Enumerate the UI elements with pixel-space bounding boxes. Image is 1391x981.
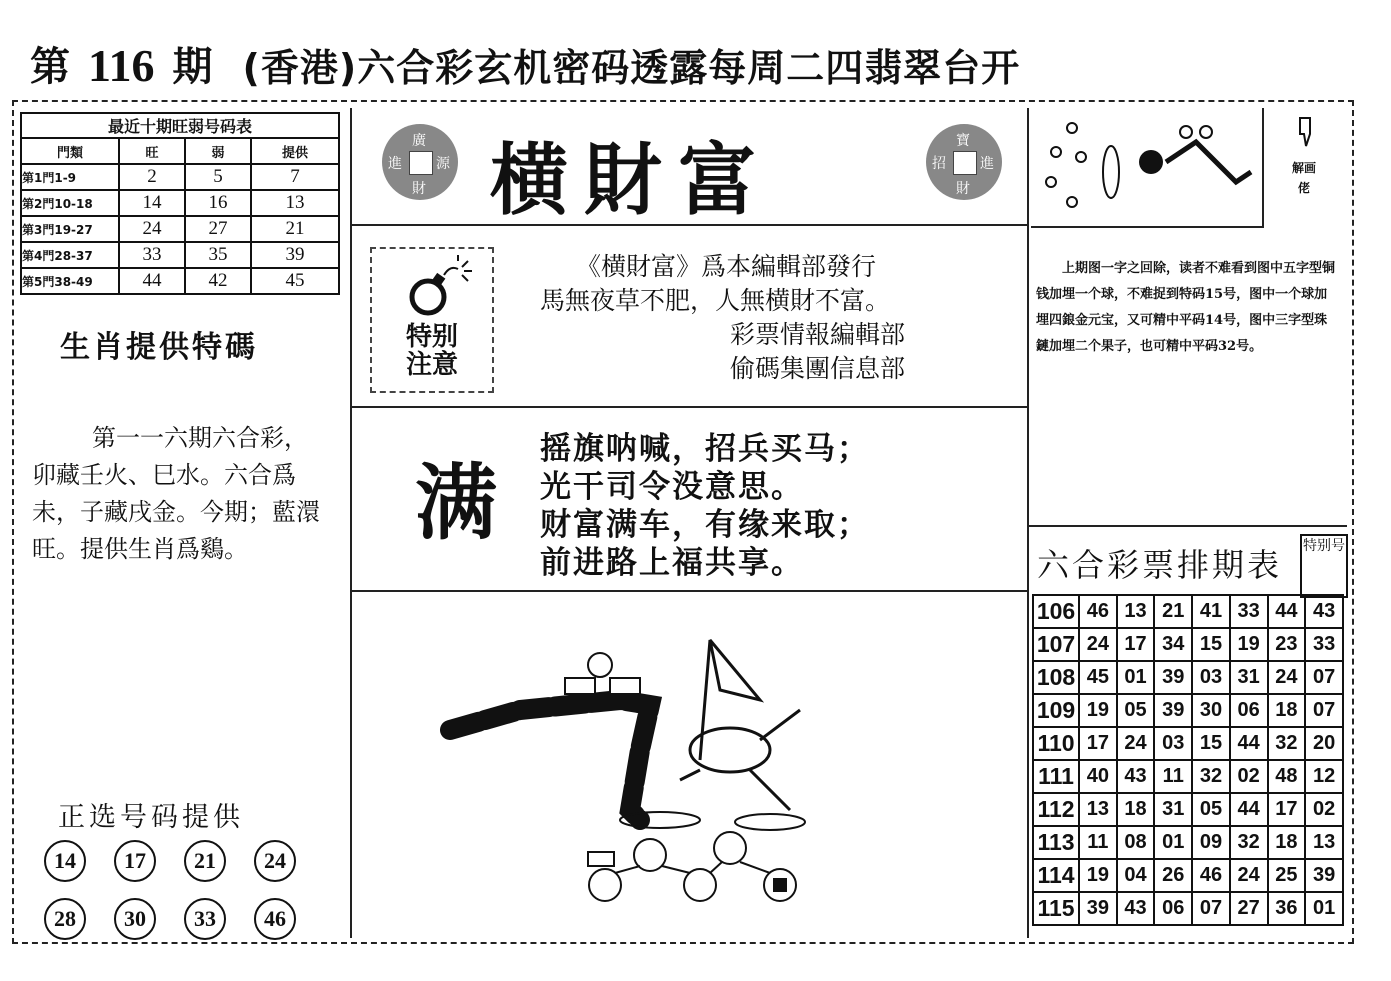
number-cell: 13 — [1079, 793, 1117, 826]
cell: 42 — [185, 268, 251, 294]
number-cell: 19 — [1230, 628, 1268, 661]
number-cell: 11 — [1154, 760, 1192, 793]
coin-icon — [382, 124, 458, 200]
cell: 27 — [185, 216, 251, 242]
special-number-cell: 13 — [1305, 826, 1343, 859]
number-cell: 07 — [1192, 892, 1230, 925]
notice-label: 特别 — [405, 322, 458, 352]
number-cell: 41 — [1192, 595, 1230, 628]
number-cell: 21 — [1154, 595, 1192, 628]
table-row — [1033, 595, 1343, 628]
number-cell: 06 — [1230, 694, 1268, 727]
poem — [540, 430, 870, 582]
period-cell: 113 — [1033, 826, 1079, 859]
issue-prefix: 第 — [30, 44, 70, 90]
number-cell: 34 — [1154, 628, 1192, 661]
picks-balls — [44, 840, 324, 940]
special-number-label: 特别号 — [1300, 534, 1348, 598]
issue-number: 116 — [88, 40, 155, 91]
number-cell: 23 — [1268, 628, 1306, 661]
special-number-cell: 43 — [1305, 595, 1343, 628]
cell: 7 — [251, 164, 339, 190]
number-cell: 39 — [1154, 694, 1192, 727]
bomb-icon — [372, 253, 492, 323]
recent-numbers-table — [20, 112, 340, 295]
number-cell: 06 — [1154, 892, 1192, 925]
zodiac-heading: 生肖提供特碼 — [60, 330, 258, 365]
table-row — [21, 164, 339, 190]
number-cell: 17 — [1268, 793, 1306, 826]
period-cell: 108 — [1033, 661, 1079, 694]
divider — [352, 406, 1027, 408]
special-number-cell: 33 — [1305, 628, 1343, 661]
puzzle-illustration — [440, 630, 820, 920]
picks-title: 正选号码提供 — [58, 802, 244, 833]
divider — [1262, 108, 1264, 228]
period-cell: 107 — [1033, 628, 1079, 661]
table-row — [1033, 892, 1343, 925]
period-cell: 111 — [1033, 760, 1079, 793]
cell: 16 — [185, 190, 251, 216]
period-cell: 109 — [1033, 694, 1079, 727]
period-cell: 106 — [1033, 595, 1079, 628]
notice-line: 偷碼集團信息部 — [730, 354, 906, 383]
number-ball: 46 — [254, 898, 296, 940]
divider — [1027, 108, 1029, 938]
period-cell: 114 — [1033, 859, 1079, 892]
number-cell: 44 — [1230, 793, 1268, 826]
riddle-hint-label: 解画佬 — [1292, 161, 1317, 195]
number-cell: 03 — [1192, 661, 1230, 694]
cell: 45 — [251, 268, 339, 294]
number-ball: 33 — [184, 898, 226, 940]
number-cell: 43 — [1117, 892, 1155, 925]
number-cell: 45 — [1079, 661, 1117, 694]
table-row — [1033, 826, 1343, 859]
number-cell: 44 — [1230, 727, 1268, 760]
table-caption: 最近十期旺弱号码表 — [21, 113, 339, 138]
cell: 35 — [185, 242, 251, 268]
period-cell: 115 — [1033, 892, 1079, 925]
number-cell: 30 — [1192, 694, 1230, 727]
column-header: 提供 — [251, 138, 339, 164]
special-number-cell: 07 — [1305, 661, 1343, 694]
divider — [1029, 525, 1347, 527]
number-cell: 43 — [1117, 760, 1155, 793]
number-cell: 04 — [1117, 859, 1155, 892]
divider — [1031, 226, 1263, 228]
number-ball: 30 — [114, 898, 156, 940]
number-cell: 15 — [1192, 727, 1230, 760]
column-header: 弱 — [185, 138, 251, 164]
number-cell: 02 — [1230, 760, 1268, 793]
number-cell: 05 — [1117, 694, 1155, 727]
number-cell: 18 — [1117, 793, 1155, 826]
table-row — [21, 242, 339, 268]
number-cell: 19 — [1079, 859, 1117, 892]
number-cell: 46 — [1192, 859, 1230, 892]
period-cell: 110 — [1033, 727, 1079, 760]
number-cell: 09 — [1192, 826, 1230, 859]
number-cell: 44 — [1268, 595, 1306, 628]
coin-char: 進 — [980, 156, 994, 172]
table-row — [21, 268, 339, 294]
row-label: 第5門38-49 — [21, 268, 119, 294]
special-number-cell: 02 — [1305, 793, 1343, 826]
cell: 21 — [251, 216, 339, 242]
notice-label: 注意 — [405, 350, 458, 380]
special-number-cell: 12 — [1305, 760, 1343, 793]
number-cell: 01 — [1117, 661, 1155, 694]
notice-line: 彩票情報編輯部 — [730, 320, 906, 349]
number-cell: 36 — [1268, 892, 1306, 925]
column-header: 旺 — [119, 138, 185, 164]
coin-icon — [926, 124, 1002, 200]
special-number-cell: 39 — [1305, 859, 1343, 892]
row-label: 第4門28-37 — [21, 242, 119, 268]
number-cell: 24 — [1117, 727, 1155, 760]
number-cell: 24 — [1230, 859, 1268, 892]
number-cell: 24 — [1268, 661, 1306, 694]
table-row — [21, 216, 339, 242]
cell: 2 — [119, 164, 185, 190]
riddle-illustration — [1036, 112, 1256, 222]
zodiac-text: 第一一六期六合彩，卯藏壬火、巳水。六合爲未，子藏戌金。今期；藍澴旺。提供生肖爲鷄。 — [32, 424, 320, 563]
cell: 44 — [119, 268, 185, 294]
notice-text — [540, 250, 1020, 386]
number-cell: 25 — [1268, 859, 1306, 892]
number-cell: 08 — [1117, 826, 1155, 859]
table-row — [21, 190, 339, 216]
number-cell: 48 — [1268, 760, 1306, 793]
riddle-explanation: 上期图一字之回除，读者不难看到图中五字型铜钱加埋一个球，不难捉到特码15号，图中一个球加埋四鋃金元宝，又可精中平码14号，图中三字型珠鏈加埋二个果子，也可精中平码32号。 — [1036, 261, 1336, 354]
number-cell: 19 — [1079, 694, 1117, 727]
number-cell: 46 — [1079, 595, 1117, 628]
number-cell: 18 — [1268, 694, 1306, 727]
notice-line: 馬無夜草不肥，人無横財不富。 — [540, 286, 891, 315]
number-cell: 11 — [1079, 826, 1117, 859]
period-cell: 112 — [1033, 793, 1079, 826]
number-cell: 27 — [1230, 892, 1268, 925]
coin-char: 寶 — [956, 133, 970, 149]
divider — [352, 590, 1027, 592]
special-number-cell: 07 — [1305, 694, 1343, 727]
big-character: 满 — [415, 456, 498, 551]
row-label: 第3門19-27 — [21, 216, 119, 242]
row-label: 第2門10-18 — [21, 190, 119, 216]
coin-char: 財 — [956, 181, 970, 197]
table-row — [1033, 859, 1343, 892]
number-cell: 15 — [1192, 628, 1230, 661]
number-cell: 05 — [1192, 793, 1230, 826]
number-cell: 40 — [1079, 760, 1117, 793]
number-cell: 13 — [1117, 595, 1155, 628]
notice-box — [370, 247, 494, 393]
number-cell: 39 — [1079, 892, 1117, 925]
cell: 13 — [251, 190, 339, 216]
number-ball: 17 — [114, 840, 156, 882]
cell: 24 — [119, 216, 185, 242]
cell: 33 — [119, 242, 185, 268]
number-ball: 14 — [44, 840, 86, 882]
table-row — [1033, 661, 1343, 694]
special-number-cell: 01 — [1305, 892, 1343, 925]
table-row — [1033, 727, 1343, 760]
number-cell: 32 — [1192, 760, 1230, 793]
row-label: 第1門1-9 — [21, 164, 119, 190]
poem-line: 财富满车，有缘来取； — [540, 507, 870, 543]
column-header: 門類 — [21, 138, 119, 164]
schedule-title: 六合彩票排期表 — [1037, 546, 1283, 584]
coin-char: 財 — [412, 181, 426, 197]
number-ball: 24 — [254, 840, 296, 882]
number-cell: 26 — [1154, 859, 1192, 892]
number-cell: 03 — [1154, 727, 1192, 760]
divider — [350, 108, 352, 938]
poem-line: 摇旗呐喊，招兵买马； — [540, 431, 870, 467]
table-row — [1033, 694, 1343, 727]
coin-char: 廣 — [412, 133, 426, 149]
number-cell: 32 — [1268, 727, 1306, 760]
coin-char: 招 — [932, 156, 946, 172]
coin-char: 進 — [388, 156, 402, 172]
cell: 14 — [119, 190, 185, 216]
cell: 5 — [185, 164, 251, 190]
notice-line: 《横財富》爲本編輯部發行 — [576, 252, 877, 281]
number-cell: 32 — [1230, 826, 1268, 859]
page-header — [30, 22, 1020, 92]
number-cell: 31 — [1230, 661, 1268, 694]
page-title: (香港)六合彩玄机密码透露每周二四翡翠台开 — [242, 46, 1021, 90]
coin-char: 源 — [436, 156, 450, 172]
number-cell: 33 — [1230, 595, 1268, 628]
poem-line: 前进路上福共享。 — [540, 545, 804, 581]
table-row — [1033, 793, 1343, 826]
pointing-hand-icon — [1294, 114, 1318, 150]
number-cell: 01 — [1154, 826, 1192, 859]
number-cell: 18 — [1268, 826, 1306, 859]
issue-suffix: 期 — [172, 44, 213, 90]
number-cell: 17 — [1117, 628, 1155, 661]
table-row — [1033, 760, 1343, 793]
cell: 39 — [251, 242, 339, 268]
table-row — [1033, 628, 1343, 661]
number-cell: 24 — [1079, 628, 1117, 661]
number-cell: 31 — [1154, 793, 1192, 826]
number-ball: 28 — [44, 898, 86, 940]
poem-line: 光干司令没意思。 — [540, 469, 804, 505]
number-cell: 17 — [1079, 727, 1117, 760]
number-cell: 39 — [1154, 661, 1192, 694]
special-number-cell: 20 — [1305, 727, 1343, 760]
number-ball: 21 — [184, 840, 226, 882]
logo-title: 横財富 — [490, 135, 773, 226]
schedule-table — [1032, 594, 1344, 926]
